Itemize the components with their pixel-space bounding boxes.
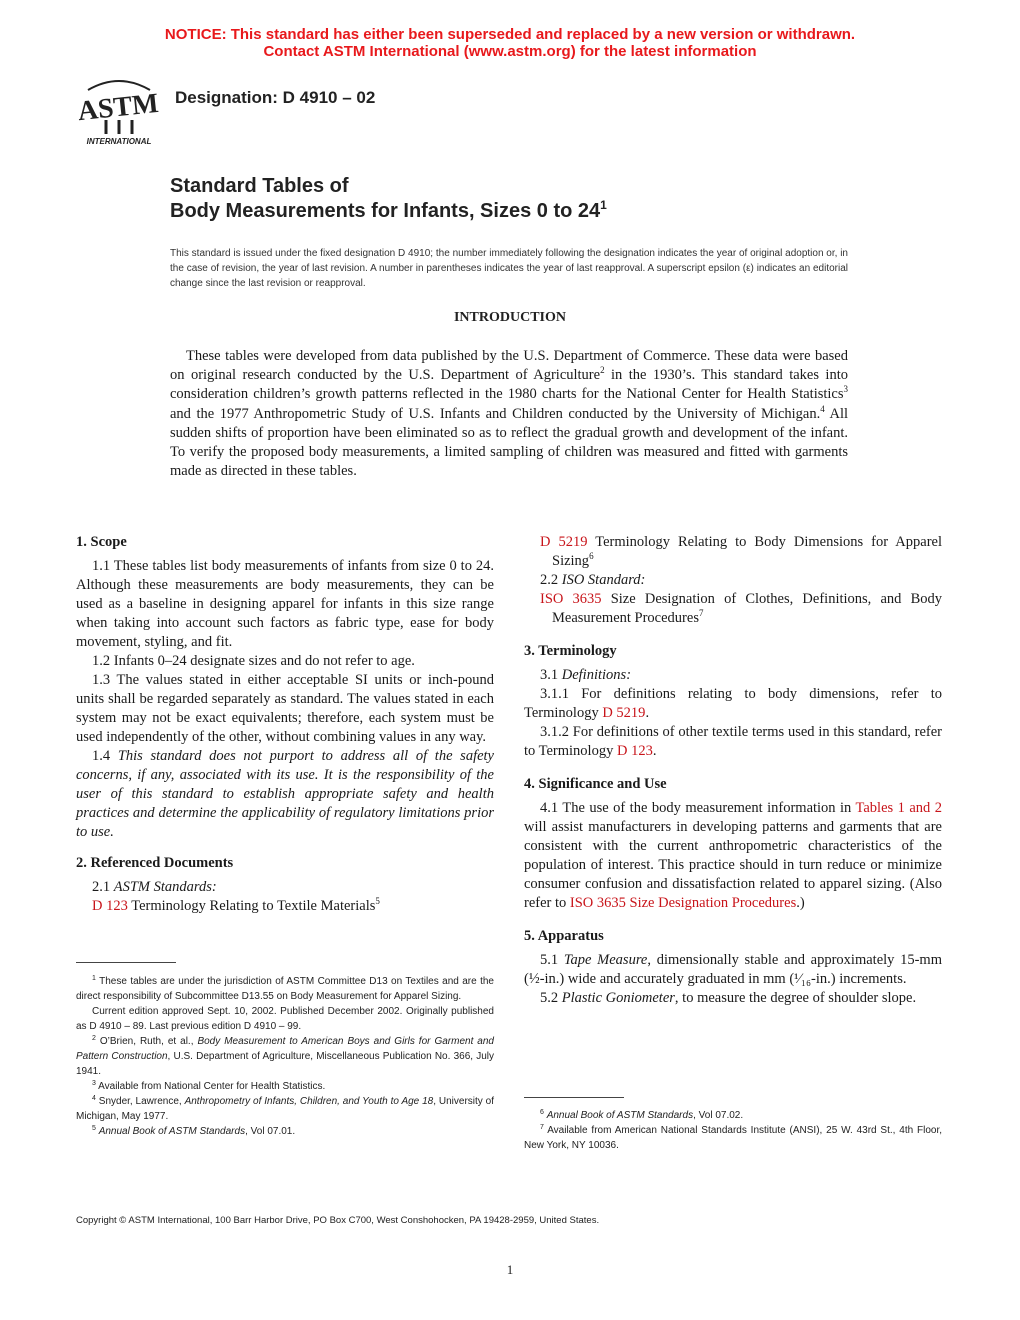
para-1-2: 1.2 Infants 0–24 designate sizes and do not refer to age.	[92, 653, 415, 669]
astm-logo-mark	[78, 76, 160, 148]
footnote-6: $^6$ Annual Book of ASTM Standards, Vol 07.02.	[540, 1109, 744, 1121]
para-1-1: 1.1 These tables list body measurements of infants from size 0 to 24. Although these measurements are body measurements, they can be used as a baseline in designing apparel for infants in this size range when taking into account such factors as fabric type, ease for body movement, styling, and fit.	[76, 558, 494, 650]
title-footnote-ref[interactable]: 1	[600, 198, 607, 212]
introduction-text: These tables were developed from data published by the U.S. Department of Commerce. These data were based on original research conducted by the U.S. Department of Agriculture$^2$ in the 1930’s. This standard takes into consideration children’s growth patterns reflected in the 1980 charts for the National Center for Health Statistics$^3$ and the 1977 Anthropometric Study of U.S. Infants and Children conducted by the University of Michigan.$^4$ All sudden shifts of proportion have been eliminated so as to reflect the gradual growth and development of the infant. To verify the proposed body measurements, a limited sampling of children was measured and fitted with garments made as directed in these tables.	[170, 348, 849, 480]
footnote-ref-3[interactable]: 3	[843, 384, 848, 395]
document-title	[170, 174, 607, 224]
link-d123-term[interactable]: D 123	[616, 743, 653, 759]
footnote-ref-2[interactable]: 2	[600, 365, 605, 376]
footnote-4: $^4$ Snyder, Lawrence, Anthropometry of Infants, Children, and Youth to Age 18, University of Michigan, May 1977.	[76, 1095, 495, 1122]
para-2-1: 2.1 ASTM Standards:	[92, 879, 217, 895]
footnote-ref-4[interactable]: 4	[820, 403, 825, 414]
link-iso3635[interactable]: ISO 3635	[540, 591, 602, 607]
notice-line-2: Contact ASTM International (www.astm.org) for the latest information	[263, 43, 757, 60]
section-3-heading: 3. Terminology	[524, 643, 617, 659]
footnote-7: $^7$ Available from American National Standards Institute (ANSI), 25 W. 43rd St., 4th Floor, New York, NY 10036.	[524, 1124, 942, 1151]
page-number: 1	[506, 1262, 514, 1277]
para-1-3: 1.3 The values stated in either acceptable SI units or inch-pound units shall be regarded separately as standard. The values stated in each system may not be exact equivalents; therefore, each system must be used independently of the other, without combining values in any way.	[76, 672, 494, 745]
logo-letters: ASTM	[78, 87, 160, 128]
supersede-notice	[0, 26, 1020, 60]
title-line-2: Body Measurements for Infants, Sizes 0 to 24	[170, 200, 601, 222]
notice-line-1: NOTICE: This standard has either been superseded and replaced by a new version or withdrawn.	[164, 26, 856, 43]
footnote-5: $^5$ Annual Book of ASTM Standards, Vol 07.01.	[92, 1125, 296, 1137]
designation: Designation: D 4910 – 02	[175, 88, 376, 107]
copyright: Copyright © ASTM International, 100 Barr Harbor Drive, PO Box C700, West Conshohocken, PA 19428-2959, United States.	[76, 1215, 600, 1226]
link-d5219[interactable]: D 5219	[540, 534, 588, 550]
link-tables[interactable]: Tables 1 and 2	[855, 800, 942, 816]
link-d123[interactable]: D 123	[92, 898, 128, 914]
footnotes-left	[76, 974, 494, 1139]
right-column	[524, 533, 942, 1008]
footnote-ref-5[interactable]: 5	[375, 896, 380, 906]
ref-iso3635: ISO 3635 Size Designation of Clothes, Definitions, and Body Measurement Procedures$^7$	[540, 591, 942, 626]
footnote-rule-right	[524, 1097, 624, 1098]
para-5-2: 5.2 Plastic Goniometer, to measure the degree of shoulder slope.	[540, 990, 917, 1006]
para-3-1: 3.1 Definitions:	[540, 667, 632, 683]
footnote-ref-6[interactable]: 6	[589, 551, 594, 561]
ref-d5219: D 5219 Terminology Relating to Body Dimensions for Apparel Sizing$^6$	[540, 534, 942, 569]
para-3-1-2: 3.1.2 For definitions of other textile terms used in this standard, refer to Terminology D 123.	[524, 724, 942, 759]
footnote-3: $^3$ Available from National Center for Health Statistics.	[92, 1080, 326, 1092]
para-3-1-1: 3.1.1 For definitions relating to body dimensions, refer to Terminology D 5219.	[524, 686, 942, 721]
para-4-1: 4.1 The use of the body measurement information in Tables 1 and 2 will assist manufacturers in developing patterns and garments that are consistent with the current anthropometric characteristics of the population of interest. This practice should in turn reduce or minimize consumer confusion and dissatisfaction related to apparel sizing. (Also refer to ISO 3635 Size Designation Procedures.)	[524, 800, 942, 911]
section-5-heading: 5. Apparatus	[524, 928, 604, 944]
section-2-heading: 2. Referenced Documents	[76, 855, 234, 871]
section-1-heading: 1. Scope	[76, 534, 127, 550]
link-iso-procedures[interactable]: ISO 3635 Size Designation Procedures	[569, 895, 797, 911]
issuance-note: This standard is issued under the fixed designation D 4910; the number immediately following the designation indicates the year of original adoption or, in the case of revision, the year of last revision. A number in parentheses indicates the year of last reapproval. A superscript epsilon (ε) indicates an editorial change since the last revision or reapproval.	[170, 248, 848, 289]
section-4-heading: 4. Significance and Use	[524, 776, 667, 792]
para-2-2: 2.2 ISO Standard:	[540, 572, 646, 588]
astm-logo	[78, 76, 160, 148]
introduction-heading: INTRODUCTION	[453, 310, 566, 325]
title-line-1: Standard Tables of	[170, 175, 349, 197]
left-column	[76, 533, 494, 916]
footnote-ref-7[interactable]: 7	[698, 608, 704, 618]
footnote-2: $^2$ O’Brien, Ruth, et al., Body Measurement to American Boys and Girls for Garment and Pattern Construction, U.S. Department of Agriculture, Miscellaneous Publication No. 366, July 1941.	[76, 1035, 494, 1077]
footnote-1: $^1$ These tables are under the jurisdiction of ASTM Committee D13 on Textiles and are the direct responsibility of Subcommittee D13.55 on Body Measurement for Apparel Sizing.	[76, 975, 494, 1002]
footnote-1b: Current edition approved Sept. 10, 2002. Published December 2002. Originally published as D 4910 – 89. Last previous edition D 4910 – 99.	[76, 1006, 494, 1032]
footnote-rule-left	[76, 962, 176, 963]
para-5-1: 5.1 Tape Measure, dimensionally stable and approximately 15-mm (½-in.) wide and accurately graduated in mm (¹⁄₁₆-in.) increments.	[524, 952, 942, 987]
link-d5219-term[interactable]: D 5219	[602, 705, 646, 721]
footnotes-right	[524, 1108, 942, 1153]
para-1-4: 1.4 This standard does not purport to address all of the safety concerns, if any, associated with its use. It is the responsibility of the user of this standard to establish appropriate safety and health practices and determine the applicability of regulatory limitations prior to use.	[76, 748, 494, 840]
logo-international: INTERNATIONAL	[86, 137, 152, 146]
ref-d123: D 123 Terminology Relating to Textile Materials$^5$	[92, 896, 380, 914]
